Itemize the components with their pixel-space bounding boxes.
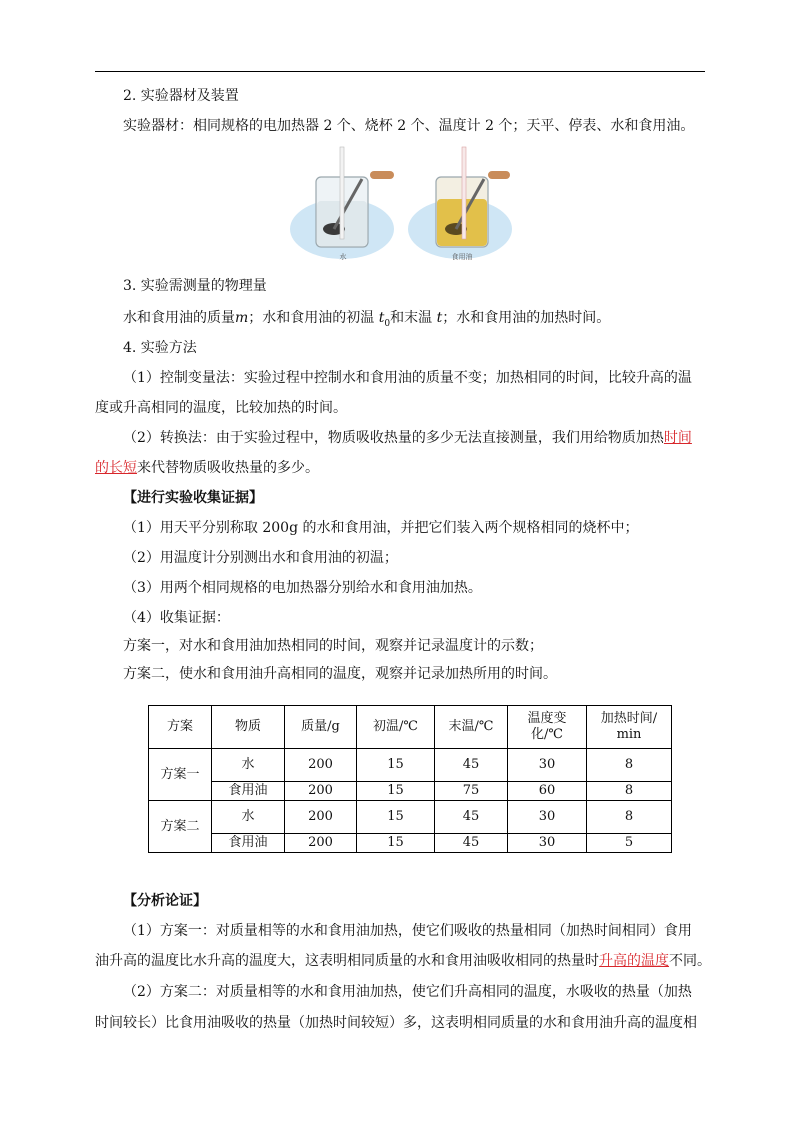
header-heat-time: 加热时间/ min	[587, 706, 672, 749]
plan-2-cell: 方案二	[149, 801, 212, 853]
plan-1-cell: 方案一	[149, 749, 212, 801]
analysis-2-line-1: （2）方案二：对质量相等的水和食用油加热，使它们升高相同的温度，水吸收的热量（加热	[123, 984, 692, 1000]
table-row: 食用油 200 15 45 30 5	[149, 834, 672, 853]
right-fig-label: 食用油	[451, 253, 473, 261]
left-plug-icon	[370, 171, 394, 179]
method-2-line-1: （2）转换法：由于实验过程中，物质吸收热量的多少无法直接测量，我们用给物质加热时间	[123, 430, 692, 446]
method-2-line-2: 的长短来代替物质吸收热量的多少。	[95, 460, 319, 476]
step-4: （4）收集证据：	[123, 610, 230, 626]
header-substance: 物质	[212, 706, 285, 749]
analysis-1-line-2: 油升高的温度比水升高的温度大，这表明相同质量的水和食用油吸收相同的热量时升高的温度不同。	[95, 953, 711, 969]
section-5-heading: 【进行实验收集证据】	[123, 490, 263, 506]
data-table	[148, 705, 672, 853]
table-row: 食用油 200 15 75 60 8	[149, 782, 672, 801]
header-final-temp: 末温/℃	[435, 706, 508, 749]
section-6-heading: 【分析论证】	[123, 893, 207, 909]
method-1-line-1: （1）控制变量法：实验过程中控制水和食用油的质量不变；加热相同的时间，比较升高的温	[123, 370, 692, 386]
table-header-row	[149, 706, 672, 749]
table-row: 方案二 水 200 15 45 30 8	[149, 801, 672, 834]
plan-1-text: 方案一，对水和食用油加热相同的时间，观察并记录温度计的示数；	[123, 638, 543, 654]
method-1-line-2: 度或升高相同的温度，比较加热的时间。	[95, 400, 347, 416]
header-plan: 方案	[149, 706, 212, 749]
right-thermometer-icon	[462, 147, 466, 239]
step-2: （2）用温度计分别测出水和食用油的初温；	[123, 550, 398, 566]
plan-2-text: 方案二，使水和食用油升高相同的温度，观察并记录加热所用的时间。	[123, 666, 557, 682]
section-2-heading: 2. 实验器材及装置	[123, 88, 239, 104]
left-thermometer-icon	[340, 147, 344, 239]
header-initial-temp: 初温/℃	[357, 706, 435, 749]
header-temp-change: 温度变 化/℃	[508, 706, 587, 749]
highlight-time: 时间	[663, 430, 692, 446]
step-3: （3）用两个相同规格的电加热器分别给水和食用油加热。	[123, 580, 482, 596]
highlight-temp-rise: 升高的温度	[599, 953, 669, 969]
analysis-1-line-1: （1）方案一：对质量相等的水和食用油加热，使它们吸收的热量相同（加热时间相同）食用	[123, 923, 692, 939]
beaker-figure	[290, 143, 514, 263]
materials-text: 实验器材：相同规格的电加热器 2 个、烧杯 2 个、温度计 2 个；天平、停表、水和食用油。	[123, 118, 695, 134]
section-4-heading: 4. 实验方法	[123, 340, 197, 356]
step-1: （1）用天平分别称取 200g 的水和食用油，并把它们装入两个规格相同的烧杯中；	[123, 520, 639, 536]
highlight-length: 的长短	[95, 460, 137, 476]
header-rule	[95, 71, 705, 72]
table-row: 方案一 水 200 15 45 30 8	[149, 749, 672, 782]
right-plug-icon	[488, 171, 510, 179]
section-3-heading: 3. 实验需测量的物理量	[123, 278, 267, 294]
header-mass: 质量/g	[285, 706, 357, 749]
left-fig-label: 水	[339, 253, 347, 261]
analysis-2-line-2: 时间较长）比食用油吸收的热量（加热时间较短）多，这表明相同质量的水和食用油升高的温度相	[95, 1015, 697, 1031]
quantities-text: 水和食用油的质量m；水和食用油的初温 $t_0$和末温 t；水和食用油的加热时间。	[123, 310, 611, 329]
